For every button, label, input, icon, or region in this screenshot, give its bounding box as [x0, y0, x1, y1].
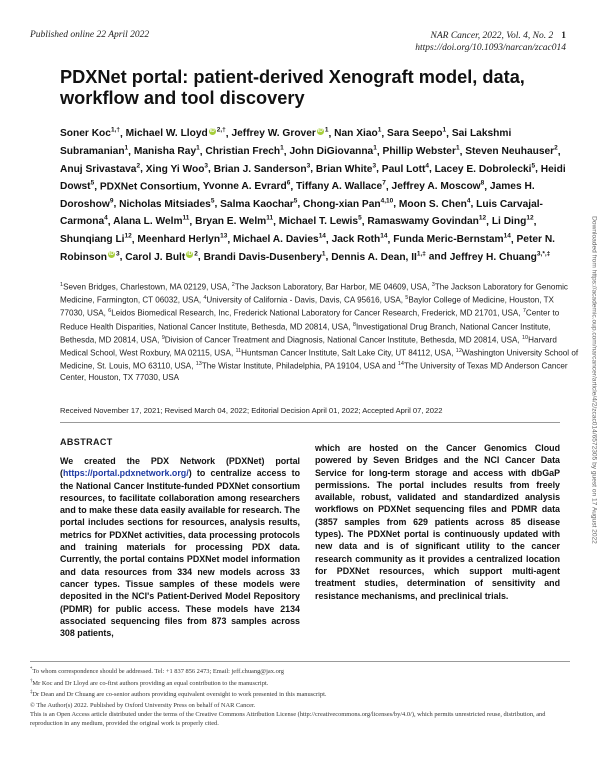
affiliation-marker: 14 — [380, 232, 388, 240]
affiliation-text: Baylor College of Medicine, Houston, TX 77030, USA, — [60, 295, 554, 319]
affiliation-marker: 2 — [136, 162, 141, 170]
affiliations — [60, 280, 580, 384]
author — [334, 128, 381, 139]
affiliation-marker: 1 — [321, 250, 326, 258]
affiliation-marker: 1 — [196, 144, 200, 152]
affiliation-marker: 12 — [478, 214, 487, 222]
author — [279, 216, 362, 227]
author-name: Ramaswamy Govindan — [367, 216, 479, 228]
author — [119, 199, 214, 210]
affiliation-text: Harvard Medical School, West Roxbury, MA 02115, USA, — [60, 335, 557, 358]
author-name: Jack Roth — [331, 233, 381, 245]
author-name: Christian Frech — [205, 145, 281, 157]
license-text: This is an Open Access article distributed under the terms of the Creative Commons Attribution License (http://creativecommons.org/licenses/by/4.0/), which permits unrestricted reuse, distribution, and reproduction in any medium, provided the original work is properly cited. — [30, 710, 546, 727]
affiliation-marker: 3 — [372, 162, 377, 170]
affiliation-number: 1 — [60, 282, 64, 288]
author — [205, 146, 283, 157]
author — [113, 216, 189, 227]
affiliation-text: Seven Bridges, Charlestown, MA 02129, USA, — [63, 282, 230, 292]
author-name: Heidi Dowst — [60, 163, 566, 193]
author — [316, 164, 376, 175]
affiliation-number: 13 — [195, 361, 202, 368]
author-name: Nan Xiao — [334, 128, 378, 140]
author-name: Manisha Ray — [133, 145, 197, 157]
affiliation-number: 8 — [352, 321, 356, 328]
author-name: Anuj Srivastava — [60, 163, 137, 175]
author-name: Meenhard Herlyn — [137, 233, 221, 245]
author — [492, 216, 534, 227]
author-name: Jeffrey W. Grover — [231, 128, 316, 140]
affiliation-marker: 1 — [324, 127, 329, 134]
author-name: James H. Doroshow — [60, 181, 535, 210]
author-name: Tiffany A. Wallace — [295, 181, 383, 193]
affiliation-marker: 3 — [306, 162, 311, 170]
download-watermark — [589, 160, 599, 600]
page-number: 1 — [561, 31, 566, 41]
author-name: Chong-xian Pan — [303, 198, 381, 210]
affiliation-number: 12 — [455, 347, 462, 354]
author — [332, 234, 388, 245]
orcid-icon[interactable]: iD — [317, 128, 323, 134]
affiliation-marker: 1,‡ — [416, 250, 426, 258]
affiliation-marker: 1,† — [110, 127, 120, 134]
authors-conjunction: and — [428, 251, 447, 263]
download-watermark-text: Downloaded from https://academic.oup.com/narcancer/article/4/2/zcac014/6572305 by guest on 17 August 2022 — [590, 216, 598, 544]
affiliation-marker: 2 — [194, 250, 198, 258]
author-name: Lacey E. Dobrolecki — [434, 163, 532, 175]
affiliation-marker: 9 — [109, 197, 114, 205]
author-name: Sara Seepo — [387, 128, 443, 140]
author — [220, 199, 297, 210]
affiliation-text: Leidos Biomedical Research, Inc, Frederick National Laboratory for Cancer Research, Frederick, MD 21701, USA, — [111, 309, 521, 319]
author — [146, 164, 208, 175]
doi-link[interactable]: https://doi.org/10.1093/narcan/zcac014 — [415, 43, 566, 53]
affiliation-number: 14 — [397, 361, 404, 368]
author-name: Michael T. Lewis — [278, 216, 359, 228]
author — [331, 252, 426, 263]
footnote-marker: * — [30, 667, 33, 672]
author — [450, 252, 551, 263]
orcid-icon[interactable]: iD — [108, 251, 114, 258]
affiliation-marker: 13 — [220, 232, 228, 240]
author — [137, 234, 227, 245]
author-name: Michael W. Lloyd — [125, 128, 208, 140]
affiliation-marker: 3 — [115, 250, 120, 258]
affiliation-marker: 12 — [526, 214, 534, 222]
affiliation-marker: 14 — [318, 232, 326, 240]
affiliation-marker: 14 — [503, 232, 511, 240]
affiliation-marker: 3 — [204, 162, 209, 170]
affiliation-marker: 2 — [554, 144, 558, 152]
author-name: Paul Lott — [381, 163, 426, 175]
affiliation-marker: 5 — [293, 197, 298, 205]
affiliation-marker: 4 — [466, 197, 471, 205]
abstract-text-1: We created the PDX Network (PDXNet) portal ( — [60, 456, 300, 479]
author-name: Bryan E. Welm — [195, 216, 267, 228]
author — [289, 146, 376, 157]
article-title: PDXNet portal: patient-derived Xenograft model, data, workflow and tool discovery — [60, 67, 525, 108]
author-name: Xing Yi Woo — [145, 163, 205, 175]
author-name: Steven Neuhauser — [465, 145, 555, 157]
author — [203, 181, 291, 192]
affiliation-marker: 4,10 — [380, 197, 394, 205]
author — [125, 252, 198, 263]
affiliation-text: The Jackson Laboratory for Genomic Medicine, Farmington, CT 06032, USA, — [60, 282, 568, 305]
footnote-text: To whom correspondence should be addressed. Tel: +1 837 856 2473; Email: jeff.chuang@jax.org — [32, 668, 284, 676]
author — [303, 199, 393, 210]
author-name: PDXNet Consortium — [99, 181, 198, 193]
affiliation-marker: 11 — [182, 214, 190, 222]
author-name: Soner Koc — [60, 128, 111, 140]
author — [393, 234, 511, 245]
footnote-marker: ‡ — [30, 690, 33, 696]
author-name: Jeffrey H. Chuang — [449, 251, 537, 263]
portal-link[interactable]: https://portal.pdxnetwork.org/ — [62, 468, 189, 479]
affiliation-text: The Jackson Laboratory, Bar Harbor, ME 04609, USA, — [234, 282, 430, 292]
footnotes — [30, 665, 570, 700]
affiliation-marker: 4 — [425, 162, 429, 170]
author-name: Shunqiang Li — [60, 233, 125, 245]
affiliation-marker: 5 — [90, 179, 95, 187]
copyright-block — [30, 702, 570, 728]
abstract-text-2: ) to centralize access to the National Cancer Institute-funded PDXNet consortium resources, to facilitate collaboration among researchers and to make these data easily available for research. The portal includes sections for resources, analysis results, metrics for PDXNet activities, data processing protocols and training materials for processing PDX data. Currently, the portal contains PDXNet model information and data resources from 334 new models across 33 cancer types. Tissue samples of these models were deposited in the NCI's Patient-Derived Model Repository (PDMR) for public access. These models have 2134 associated sequencing files from 873 samples across 308 patients, — [60, 468, 300, 639]
affiliation-marker: 3,*,‡ — [536, 250, 551, 258]
author-name: Funda Meric-Bernstam — [393, 233, 504, 245]
author-name: Yvonne A. Evrard — [202, 181, 287, 193]
abstract-column-left — [60, 455, 300, 639]
affiliation-marker: 5 — [358, 214, 362, 222]
affiliation-text: Washington University School of Medicine, St. Louis, MO 63110, USA, — [60, 348, 579, 371]
affiliation-number: 9 — [161, 334, 165, 341]
affiliation-marker: 4 — [104, 214, 108, 222]
footnote — [30, 665, 570, 677]
author — [435, 164, 535, 175]
affiliation-marker: 1 — [442, 127, 447, 134]
author — [367, 216, 486, 227]
author-name: Alana L. Welm — [113, 216, 183, 228]
author-name: Brandi Davis-Dusenbery — [203, 251, 322, 263]
author — [60, 164, 140, 175]
orcid-icon[interactable]: iD — [209, 128, 215, 134]
author — [231, 128, 328, 139]
section-divider — [60, 422, 560, 423]
author — [60, 128, 120, 139]
author — [387, 128, 446, 139]
publication-dates: Received November 17, 2021; Revised March 04, 2022; Editorial Decision April 01, 2022; Accepted April 07, 2022 — [60, 406, 443, 415]
author-name: Jeffrey A. Moscow — [391, 181, 481, 193]
author — [60, 234, 132, 245]
affiliation-text: Investigational Drug Branch, National Cancer Institute, Bethesda, MD 20814, USA, — [60, 322, 551, 345]
running-header-journal — [415, 30, 566, 54]
affiliation-marker: 12 — [124, 232, 132, 240]
affiliation-number: 4 — [203, 295, 207, 302]
author — [126, 128, 226, 139]
affiliation-number: 7 — [522, 308, 526, 315]
author-name: Brian J. Sanderson — [213, 163, 307, 175]
author-name: Nicholas Mitsiades — [119, 198, 211, 210]
footnote-marker: † — [30, 678, 33, 684]
affiliation-marker: 1 — [373, 144, 377, 152]
affiliation-number: 5 — [405, 295, 409, 302]
affiliation-marker: 6 — [286, 179, 291, 187]
abstract-column-right: which are hosted on the Cancer Genomics Cloud powered by Seven Bridges and the NCI Cancer Data Service for long-term storage and access with dbGaP permissions. The portal includes results from freely available, robust, validated and standardized analysis workflows on PDXNet sequencing files and PDMR data (3857 samples from 629 patients across 85 disease types). The PDXNet portal is continuously updated with new data and is of significant utility to the cancer research community as it provides a centralized location for PDXNet resources, which support multi-agent treatment studies, determination of sensitivity and resistance mechanisms, and preclinical trials. — [315, 443, 560, 601]
footnote-divider — [30, 661, 570, 662]
affiliation-text: Division of Cancer Treatment and Diagnosis, National Cancer Institute, Bethesda, MD 20814, USA, — [164, 335, 520, 345]
abstract-heading: ABSTRACT — [60, 437, 113, 447]
author-list: Soner Koc$^{1,\dagger}$, Michael W. Lloyd iD $^{2,\dagger}$, Jeffrey W. Grover iD $^1$, Nan Xiao$^1$, Sara Seepo$^1$, Sai Lakshmi Subramanian$^1$, Manisha Ray$^1$, Christian Frech$^1$, John DiGiovanna$^1$, Phillip Webster$^1$, Steven Neuhauser$^2$, Anuj Srivastava$^2$, Xing Yi Woo$^3$, Brian J. Sanderson$^3$, Brian White$^3$, Paul Lott$^4$, Lacey E. Dobrolecki$^5$, Heidi Dowst$^5$, PDXNet Consortium, Yvonne A. Evrard$^6$, Tiffany A. Wallace$^7$, Jeffrey A. Moscow$^8$, James H. Doroshow$^9$, Nicholas Mitsiades$^5$, Salma Kaochar$^5$, Chong-xian Pan$^{4,10}$, Moon S. Chen$^4$, Luis Carvajal-Carmona$^4$, Alana L. Welm$^{11}$, Bryan E. Welm$^{11}$, Michael T. Lewis$^5$, Ramaswamy Govindan$^{12}$, Li Ding$^{12}$, Shunqiang Li$^{12}$, Meenhard Herlyn$^{13}$, Michael A. Davies$^{14}$, Jack Roth$^{14}$, Funda Meric-Bernstam$^{14}$, Peter N. Robinson iD $^3$, Carol J. Bult iD $^2$, Brandi Davis-Dusenbery$^1$, Dennis A. Dean, $II^{1,\ddagger}$ and Jeffrey H. Chuang$^{3,*,\ddagger}$ — [60, 127, 566, 263]
author — [204, 252, 326, 263]
affiliation-marker: 1 — [455, 144, 460, 152]
affiliation-marker: 2,† — [216, 127, 226, 134]
affiliation-marker: 1 — [280, 144, 284, 152]
author-name: Phillip Webster — [382, 145, 456, 157]
affiliation-marker: 5 — [210, 197, 215, 205]
affiliation-number: 11 — [235, 347, 242, 354]
footnote-text: Dr Dean and Dr Chuang are co-senior authors providing equivalent oversight to work presented in this manuscript. — [32, 691, 327, 699]
author — [296, 181, 386, 192]
affiliation-text: The University of Texas MD Anderson Cancer Center, Houston, TX 77030, USA — [60, 361, 568, 383]
orcid-icon[interactable]: iD — [187, 251, 193, 258]
affiliation-number: 3 — [431, 282, 435, 288]
footnote — [30, 688, 570, 700]
affiliation-marker: 1 — [124, 144, 129, 152]
author — [383, 146, 460, 157]
affiliation-marker: 7 — [382, 179, 386, 187]
footnote-text: Mr Koc and Dr Lloyd are co-first authors providing an equal contribution to the manuscript. — [32, 679, 269, 687]
author — [100, 181, 197, 192]
affiliation-text: University of California - Davis, Davis, CA 95616, USA, — [206, 295, 403, 305]
author — [214, 164, 310, 175]
journal-citation: NAR Cancer, 2022, Vol. 4, No. 2 — [430, 31, 554, 41]
running-header-date: Published online 22 April 2022 — [30, 30, 150, 40]
affiliation-marker: 11 — [266, 214, 274, 222]
author-name: Sai Lakshmi Subramanian — [60, 128, 512, 157]
author-name: Salma Kaochar — [220, 198, 294, 210]
copyright-line: © The Author(s) 2022. Published by Oxford University Press on behalf of NAR Cancer. — [30, 702, 256, 709]
author-name: Carol J. Bult — [125, 251, 186, 263]
author — [392, 181, 485, 192]
affiliation-marker: 5 — [531, 162, 536, 170]
author — [382, 164, 429, 175]
author — [465, 146, 558, 157]
author-name: Peter N. Robinson — [60, 233, 556, 263]
author-name: Li Ding — [491, 216, 527, 228]
author-name: Michael A. Davies — [232, 233, 319, 245]
affiliation-marker: 1 — [377, 127, 382, 134]
affiliation-number: 2 — [231, 282, 235, 288]
author — [195, 216, 273, 227]
affiliation-number: 10 — [521, 334, 529, 341]
author — [134, 146, 200, 157]
author — [399, 199, 471, 210]
author-name: John DiGiovanna — [289, 145, 374, 157]
author-name: Dennis A. Dean, II — [331, 251, 417, 263]
footnote — [30, 677, 570, 689]
affiliation-marker: 8 — [480, 179, 485, 187]
author — [233, 234, 326, 245]
affiliation-text: Center to Reduce Health Disparities, National Cancer Institute, Bethesda, MD 20814, USA, — [60, 309, 560, 332]
affiliation-number: 6 — [108, 308, 112, 315]
affiliation-text: The Wistar Institute, Philadelphia, PA 19104, USA and — [201, 361, 396, 371]
author-name: Moon S. Chen — [398, 198, 467, 210]
author-name: Luis Carvajal-Carmona — [60, 198, 543, 228]
affiliation-text: Huntsman Cancer Institute, Salt Lake City, UT 84112, USA, — [241, 348, 454, 358]
author-name: Brian White — [315, 163, 373, 175]
